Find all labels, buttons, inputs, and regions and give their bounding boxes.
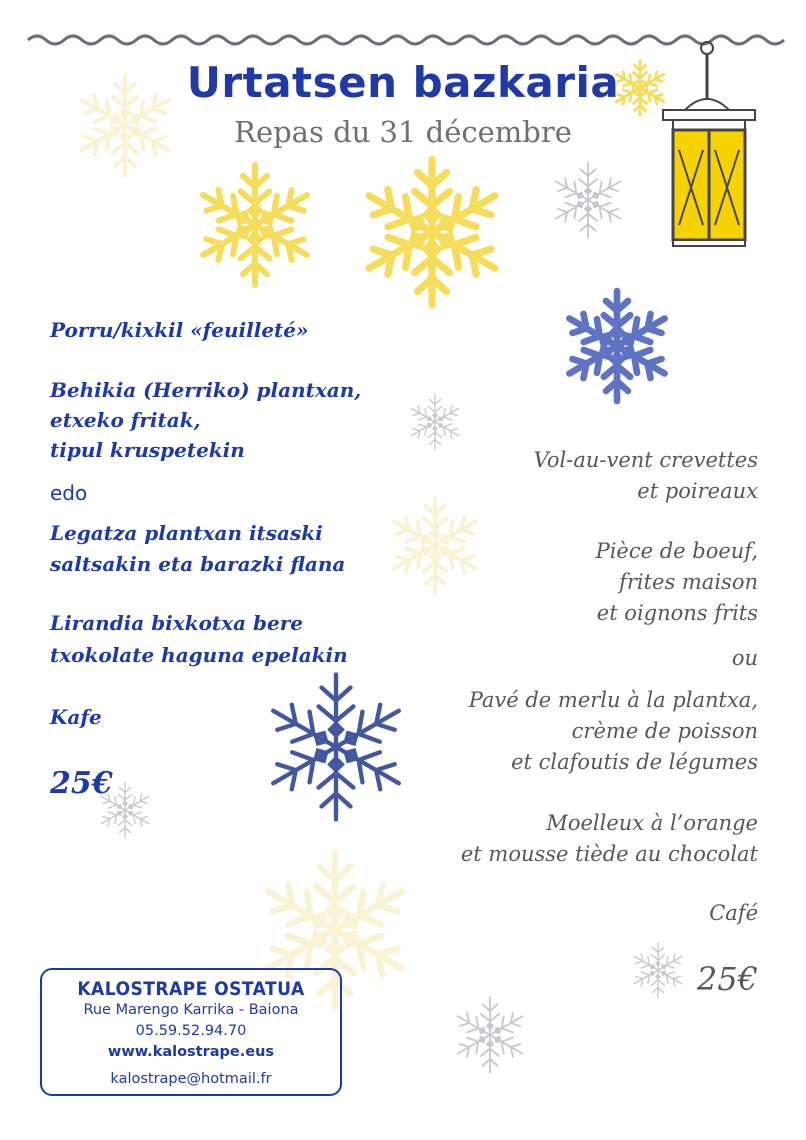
menu-item-fr: crème de poisson <box>571 719 758 743</box>
address: Rue Marengo Karrika - Baiona <box>83 1002 299 1018</box>
menu-item-fr: Pièce de boeuf, <box>595 539 758 563</box>
menu-item-fr: Café <box>709 901 758 925</box>
menu-item-eu: saltsakin eta barazki flana <box>50 552 346 576</box>
menu-item-eu: etxeko fritak, <box>50 408 201 432</box>
menu-item-eu: Behikia (Herriko) plantxan, <box>50 378 362 402</box>
menu-item-fr: Pavé de merlu à la plantxa, <box>468 688 758 712</box>
menu-item-fr: ou <box>731 646 758 670</box>
restaurant-name: KALOSTRAPE OSTATUA <box>77 978 305 1000</box>
email-link[interactable]: kalostrape@hotmail.fr <box>110 1071 272 1087</box>
menu-item-eu: tipul kruspetekin <box>50 438 245 462</box>
menu-item-eu: Legatza plantxan itsaski <box>50 521 323 545</box>
menu-item-fr: et poireaux <box>637 479 758 503</box>
menu-item-fr: Vol-au-vent crevettes <box>533 448 758 472</box>
price-fr: 25€ <box>696 960 758 998</box>
menu-item-fr: Moelleux à l’orange <box>546 811 758 835</box>
menu-item-fr: et clafoutis de légumes <box>511 750 758 774</box>
page-title: Urtatsen bazkaria <box>186 58 620 107</box>
menu-item-fr: et mousse tiède au chocolat <box>460 842 758 866</box>
contact-box <box>40 968 342 1096</box>
menu-item-eu: txokolate haguna epelakin <box>50 643 348 667</box>
menu-item-eu: Kafe <box>50 705 102 729</box>
menu-item-eu: edo <box>50 481 88 505</box>
page-subtitle: Repas du 31 décembre <box>234 115 572 149</box>
menu-item-eu: Porru/kixkil «feuilleté» <box>50 318 309 342</box>
website-link[interactable]: www.kalostrape.eus <box>107 1044 275 1060</box>
price-eu: 25€ <box>50 766 113 801</box>
menu-item-eu: Lirandia bixkotxa bere <box>50 611 303 635</box>
menu-item-fr: frites maison <box>619 570 758 594</box>
phone: 05.59.52.94.70 <box>135 1023 247 1039</box>
menu-item-fr: et oignons frits <box>596 601 758 625</box>
